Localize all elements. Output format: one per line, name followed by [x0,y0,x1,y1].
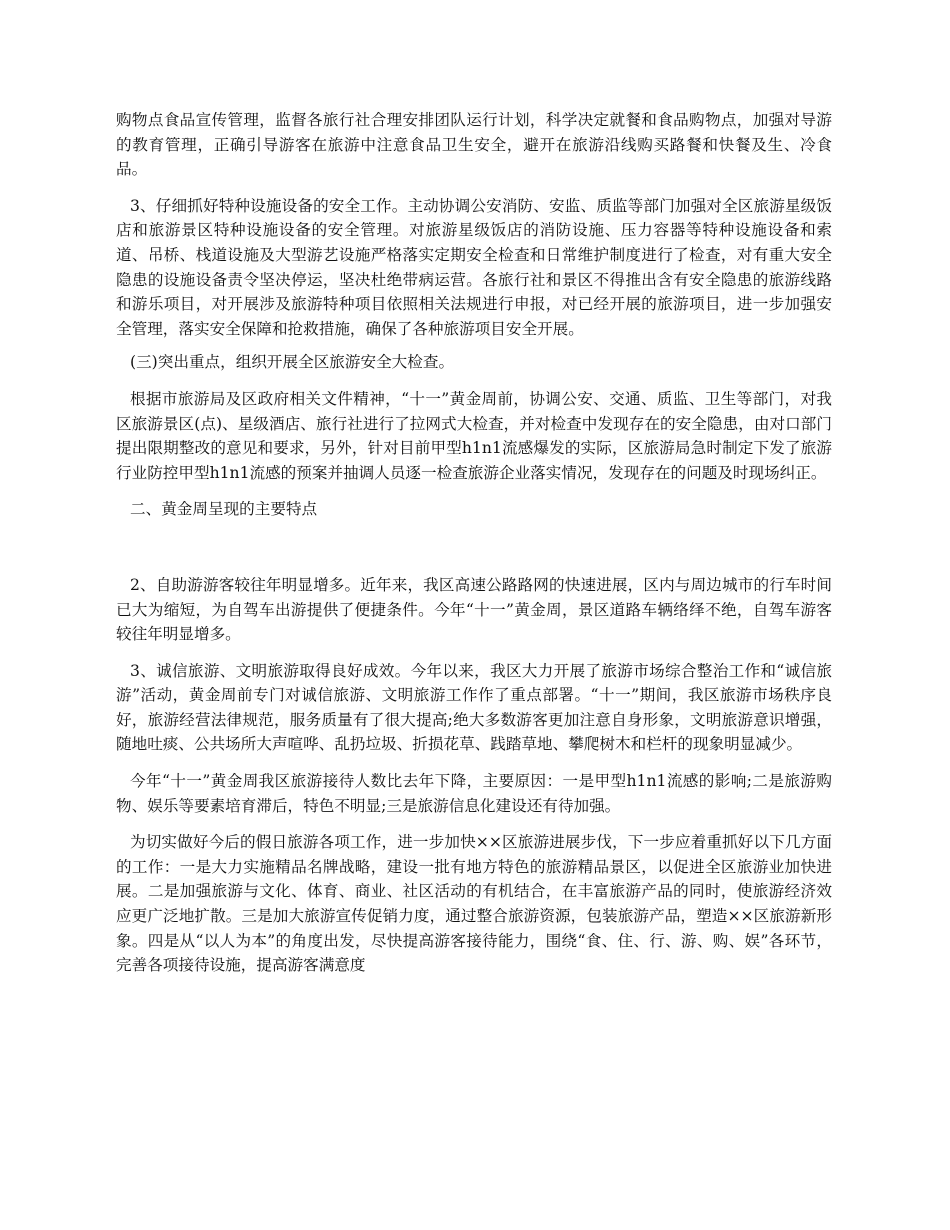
paragraph-special-equipment-safety: 3、仔细抓好特种设施设备的安全工作。主动协调公安消防、安监、质监等部门加强对全区旅游星级饭店和旅游景区特种设施设备的安全管理。对旅游星级饭店的消防设施、压力容器等特种设施设备和索道、吊桥、栈道设施及大型游艺设施严格落实定期安全检查和日常维护制度进行了检查，对有重大安全隐患的设施设备责令坚决停运，坚决杜绝带病运营。各旅行社和景区不得推出含有安全隐患的旅游线路和游乐项目，对开展涉及旅游特种项目依照相关法规进行申报，对已经开展的旅游项目，进一步加强安全管理，落实安全保障和抢救措施，确保了各种旅游项目安全开展。 [116,196,832,338]
paragraph-civilized-tourism: 3、诚信旅游、文明旅游取得良好成效。今年以来，我区大力开展了旅游市场综合整治工作和“诚信旅游”活动，黄金周前专门对诚信旅游、文明旅游工作作了重点部署。“十一”期间，我区旅游市场秩序良好，旅游经营法律规范，服务质量有了很大提高;绝大多数游客更加注意自身形象，文明旅游意识增强，随地吐痰、公共场所大声喧哗、乱扔垃圾、折损花草、践踏草地、攀爬树木和栏杆的现象明显减少。 [116,661,832,754]
paragraph-self-drive-tourists: 2、自助游游客较往年明显增多。近年来，我区高速公路路网的快速进展，区内与周边城市的行车时间已大为缩短，为自驾车出游提供了便捷条件。今年“十一”黄金周，景区道路车辆络绎不绝，自驾车游客较往年明显增多。 [116,575,832,644]
blank-gap [116,522,832,561]
paragraph-future-work: 为切实做好今后的假日旅游各项工作，进一步加快××区旅游进展步伐，下一步应着重抓好以下几方面的工作：一是大力实施精品名牌战略，建设一批有地方特色的旅游精品景区，以促进全区旅游业加快进展。二是加强旅游与文化、体育、商业、社区活动的有机结合，在丰富旅游产品的同时，使旅游经济效应更广泛地扩散。三是加大旅游宣传促销力度，通过整合旅游资源，包装旅游产品，塑造××区旅游新形象。四是从“以人为本”的角度出发，尽快提高游客接待能力，围绕“食、住、行、游、购、娱”各环节，完善各项接待设施，提高游客满意度 [116,833,832,975]
section-heading-safety-inspection: (三)突出重点，组织开展全区旅游安全大检查。 [130,353,455,372]
paragraph-decline-reasons: 今年“十一”黄金周我区旅游接待人数比去年下降，主要原因：一是甲型h1n1流感的影响;二是旅游购物、娱乐等要素培育滞后，特色不明显;三是旅游信息化建设还有待加强。 [116,772,832,815]
paragraph-safety-inspection: 根据市旅游局及区政府相关文件精神，“十一”黄金周前，协调公安、交通、质监、卫生等部门，对我区旅游景区(点)、星级酒店、旅行社进行了拉网式大检查，并对检查中发现存在的安全隐患，由对口部门提出限期整改的意见和要求，另外，针对目前甲型h1n1流感爆发的实际，区旅游局急时制定下发了旅游行业防控甲型h1n1流感的预案并抽调人员逐一检查旅游企业落实情况，发现存在的问题及时现场纠正。 [116,389,832,482]
section-heading-main-features: 二、黄金周呈现的主要特点 [130,500,318,519]
paragraph-food-management: 购物点食品宣传管理，监督各旅行社合理安排团队运行计划，科学决定就餐和食品购物点，加强对导游的教育管理，正确引导游客在旅游中注意食品卫生安全，避开在旅游沿线购买路餐和快餐及生、冷食品。 [116,111,832,179]
